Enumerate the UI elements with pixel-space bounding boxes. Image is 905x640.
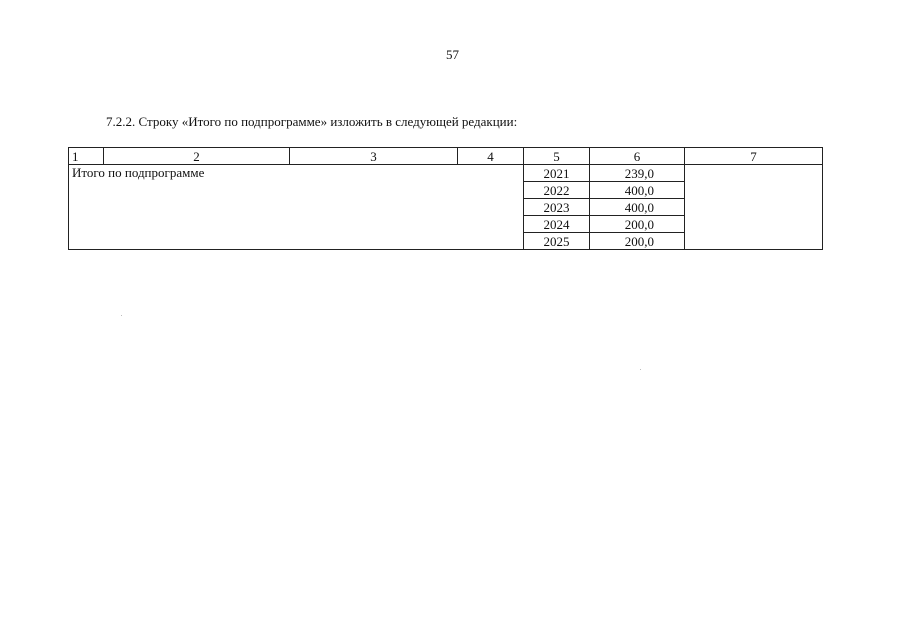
year-cell: 2025: [524, 233, 590, 250]
column-number-3: 3: [290, 148, 458, 165]
column-number-2: 2: [104, 148, 290, 165]
year-cell: 2023: [524, 199, 590, 216]
total-label: Итого по подпрограмме: [69, 165, 524, 250]
instruction-text: 7.2.2. Строку «Итого по подпрограмме» изложить в следующей редакции:: [106, 114, 518, 129]
page-number: 57: [446, 47, 459, 62]
table-row: [69, 165, 823, 182]
year-cell: 2021: [524, 165, 590, 182]
amount-cell: 239,0: [590, 165, 685, 182]
amount-cell: 200,0: [590, 216, 685, 233]
column-number-5: 5: [524, 148, 590, 165]
column-7-cell: [685, 165, 823, 250]
column-number-7: 7: [685, 148, 823, 165]
column-number-1: 1: [69, 148, 104, 165]
amount-cell: 200,0: [590, 233, 685, 250]
scan-speck: [640, 369, 641, 370]
year-cell: 2024: [524, 216, 590, 233]
amount-cell: 400,0: [590, 199, 685, 216]
year-cell: 2022: [524, 182, 590, 199]
column-number-6: 6: [590, 148, 685, 165]
amendment-table: [68, 147, 823, 250]
column-number-4: 4: [458, 148, 524, 165]
scan-speck: [121, 315, 122, 316]
column-number-row: [69, 148, 823, 165]
amount-cell: 400,0: [590, 182, 685, 199]
